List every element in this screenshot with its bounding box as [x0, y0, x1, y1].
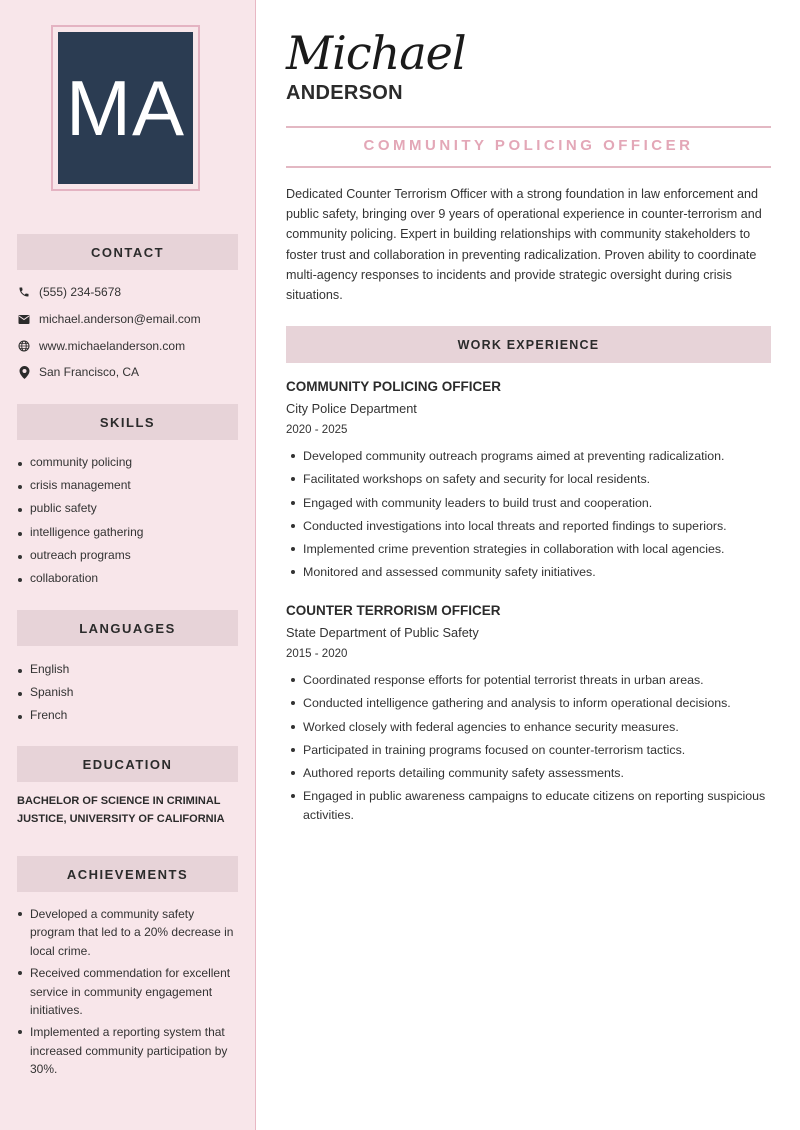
language-item: French — [17, 708, 239, 731]
job-bullet: Conducted intelligence gathering and analysis to inform operational decisions. — [286, 694, 771, 713]
job-bullet: Monitored and assessed community safety initiatives. — [286, 563, 771, 582]
contact-heading: CONTACT — [17, 234, 238, 270]
job-title: COMMUNITY POLICING OFFICER — [363, 137, 694, 154]
contact-location — [17, 359, 242, 386]
language-item: English — [17, 662, 239, 685]
contact-email — [17, 306, 242, 333]
sidebar — [0, 0, 256, 1130]
monogram-frame — [51, 25, 200, 191]
job-organization: City Police Department — [286, 401, 417, 416]
job-bullets — [286, 447, 771, 582]
job-role: COUNTER TERRORISM OFFICER — [286, 603, 501, 618]
achievement-item: Received commendation for excellent service in community engagement initiatives. — [17, 964, 239, 1019]
job-bullet: Implemented crime prevention strategies in collaboration with local agencies. — [286, 540, 771, 559]
contact-email-text[interactable]: michael.anderson@email.com — [39, 312, 201, 327]
title-rule-bottom — [286, 166, 771, 168]
achievement-item: Developed a community safety program that led to a 20% decrease in local crime. — [17, 905, 239, 960]
contact-phone — [17, 279, 242, 306]
job-dates: 2020 - 2025 — [286, 424, 348, 436]
globe-icon — [17, 339, 31, 353]
languages-list — [17, 662, 239, 732]
job-bullet: Engaged in public awareness campaigns to educate citizens on reporting suspicious activities. — [286, 787, 771, 825]
job-organization: State Department of Public Safety — [286, 625, 479, 640]
skill-item: community policing — [17, 455, 239, 478]
skill-item: outreach programs — [17, 548, 239, 571]
job-bullet: Conducted investigations into local threats and reported findings to superiors. — [286, 517, 771, 536]
job-bullet: Facilitated workshops on safety and security for local residents. — [286, 470, 771, 489]
languages-heading: LANGUAGES — [17, 610, 238, 646]
job-bullet: Engaged with community leaders to build trust and cooperation. — [286, 494, 771, 513]
achievement-item: Implemented a reporting system that increased community participation by 30%. — [17, 1023, 239, 1078]
job-bullet: Developed community outreach programs aimed at preventing radicalization. — [286, 447, 771, 466]
job-role: COMMUNITY POLICING OFFICER — [286, 379, 501, 394]
skills-list — [17, 455, 239, 594]
skill-item: collaboration — [17, 571, 239, 594]
achievements-heading: ACHIEVEMENTS — [17, 856, 238, 892]
language-item: Spanish — [17, 685, 239, 708]
contact-list — [17, 279, 242, 386]
email-icon — [17, 312, 31, 326]
education-entry: BACHELOR OF SCIENCE IN CRIMINAL JUSTICE, UNIVERSITY OF CALIFORNIA — [17, 795, 225, 825]
skill-item: public safety — [17, 501, 239, 524]
contact-website-text[interactable]: www.michaelanderson.com — [39, 338, 186, 353]
skill-item: crisis management — [17, 478, 239, 501]
location-pin-icon — [17, 365, 31, 379]
job-bullet: Coordinated response efforts for potential terrorist threats in urban areas. — [286, 671, 771, 690]
monogram-initials: MA — [66, 64, 185, 152]
last-name: ANDERSON — [286, 82, 403, 104]
job-bullet: Worked closely with federal agencies to enhance security measures. — [286, 718, 771, 737]
job-entry — [286, 603, 771, 830]
achievements-list — [17, 905, 239, 1083]
skill-item: intelligence gathering — [17, 525, 239, 548]
phone-icon — [17, 285, 31, 299]
education-heading: EDUCATION — [17, 746, 238, 782]
contact-website — [17, 332, 242, 359]
job-bullet: Participated in training programs focused on counter-terrorism tactics. — [286, 741, 771, 760]
job-dates: 2015 - 2020 — [286, 648, 348, 660]
job-bullet: Authored reports detailing community safety assessments. — [286, 764, 771, 783]
job-entry — [286, 379, 771, 587]
contact-phone-text[interactable]: (555) 234-5678 — [39, 285, 122, 300]
work-experience-heading: WORK EXPERIENCE — [286, 326, 771, 363]
skills-heading: SKILLS — [17, 404, 238, 440]
contact-location-text: San Francisco, CA — [39, 365, 140, 380]
monogram — [58, 32, 193, 184]
job-bullets — [286, 671, 771, 825]
title-rule-top — [286, 126, 771, 128]
summary: Dedicated Counter Terrorism Officer with a strong foundation in law enforcement and public safety, bringing over 9 years of operational experience in counter-terrorism and community policing. Expert in building relationships with community stakeholders to foster trust and collaboration in preventing radicalization. Proven ability to coordinate multi-agency responses to incidents and provide strategic oversight during crisis situations. — [286, 187, 762, 303]
first-name: Michael — [286, 26, 466, 80]
